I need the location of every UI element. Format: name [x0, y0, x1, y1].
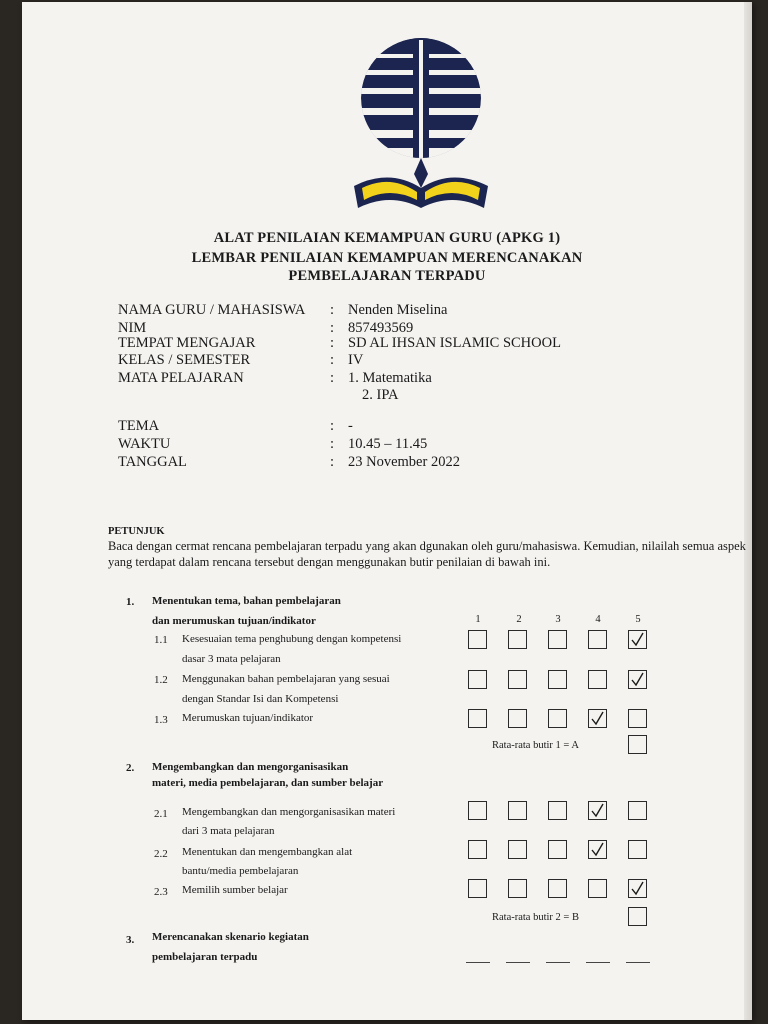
rating-checkbox-2.3-1[interactable] — [468, 879, 487, 898]
section-3-title-2: pembelajaran terpadu — [152, 951, 258, 963]
rating-checkbox-1.3-5[interactable] — [628, 709, 647, 728]
info-row-tempat — [118, 335, 648, 352]
rating-checkbox-2.3-4[interactable] — [588, 879, 607, 898]
rating-checkbox-1.2-3[interactable] — [548, 670, 567, 689]
paper-edge — [744, 2, 752, 1020]
info-colon: : — [330, 335, 335, 351]
info-value: 857493569 — [348, 320, 414, 336]
average-label-1: Rata-rata butir 1 = A — [492, 740, 579, 751]
info-value: SD AL IHSAN ISLAMIC SCHOOL — [348, 335, 561, 351]
info-label: TEMPAT MENGAJAR — [118, 335, 256, 351]
rating-checkbox-1.1-3[interactable] — [548, 630, 567, 649]
info-value: 10.45 – 11.45 — [348, 436, 428, 452]
info-row-waktu — [118, 436, 648, 453]
rating-checkbox-1.1-2[interactable] — [508, 630, 527, 649]
rating-checkbox-2.1-1[interactable] — [468, 801, 487, 820]
info-colon: : — [330, 418, 335, 434]
rating-checkbox-1.3-2[interactable] — [508, 709, 527, 728]
rating-checkbox-1.3-4[interactable] — [588, 709, 607, 728]
info-row-nama — [118, 302, 648, 319]
rating-checkbox-1.2-5[interactable] — [628, 670, 647, 689]
rating-checkbox-2.1-2[interactable] — [508, 801, 527, 820]
section-2-number: 2. — [126, 762, 135, 774]
item-text-line-2: bantu/media pembelajaran — [182, 865, 299, 877]
info-label: KELAS / SEMESTER — [118, 352, 251, 368]
info-colon: : — [330, 454, 335, 470]
average-box-1[interactable] — [628, 735, 647, 754]
rating-checkbox-2.3-5[interactable] — [628, 879, 647, 898]
info-row-tema — [118, 418, 648, 435]
checkmark-icon — [629, 671, 646, 688]
item-number: 1.1 — [154, 634, 168, 646]
section-1-number: 1. — [126, 596, 135, 608]
checkmark-icon — [629, 631, 646, 648]
info-value: 2. IPA — [362, 387, 399, 403]
rating-checkbox-1.1-5[interactable] — [628, 630, 647, 649]
document-page — [22, 2, 752, 1020]
rating-checkbox-2.2-1[interactable] — [468, 840, 487, 859]
scale-label-4: 4 — [595, 614, 601, 625]
info-row-tanggal — [118, 454, 648, 471]
info-colon — [330, 387, 348, 404]
item-text-line-1: Menggunakan bahan pembelajaran yang sesuai — [182, 673, 390, 685]
item-number: 1.2 — [154, 674, 168, 686]
row-line — [506, 962, 530, 963]
info-colon: : — [330, 436, 335, 452]
rating-checkbox-2.2-2[interactable] — [508, 840, 527, 859]
rating-checkbox-1.2-1[interactable] — [468, 670, 487, 689]
info-value: Nenden Miselina — [348, 302, 448, 318]
rating-checkbox-1.1-4[interactable] — [588, 630, 607, 649]
rating-checkbox-1.3-3[interactable] — [548, 709, 567, 728]
row-line — [546, 962, 570, 963]
university-logo — [350, 36, 492, 216]
info-row-mapel-2 — [118, 387, 662, 404]
title-line-3: PEMBELAJARAN TERPADU — [288, 268, 486, 284]
section-2-title-1: Mengembangkan dan mengorganisasikan — [152, 761, 349, 773]
average-label-2: Rata-rata butir 2 = B — [492, 912, 579, 923]
item-text-line-2: dasar 3 mata pelajaran — [182, 653, 281, 665]
item-text-line-1: Kesesuaian tema penghubung dengan kompetensi — [182, 633, 402, 645]
section-1-title-1: Menentukan tema, bahan pembelajaran — [152, 595, 341, 607]
info-value: - — [348, 418, 353, 434]
checkmark-icon — [629, 880, 646, 897]
title-line-1: ALAT PENILAIAN KEMAMPUAN GURU (APKG 1) — [213, 230, 561, 246]
rating-checkbox-2.1-4[interactable] — [588, 801, 607, 820]
item-number: 2.2 — [154, 848, 168, 860]
info-colon: : — [330, 320, 335, 336]
rating-checkbox-1.1-1[interactable] — [468, 630, 487, 649]
info-label: MATA PELAJARAN — [118, 370, 244, 386]
info-label: WAKTU — [118, 436, 171, 452]
item-text-line-2: dari 3 mata pelajaran — [182, 825, 275, 837]
rating-checkbox-1.2-4[interactable] — [588, 670, 607, 689]
info-label: TEMA — [118, 418, 160, 434]
scale-label-3: 3 — [555, 614, 561, 625]
item-number: 2.1 — [154, 808, 168, 820]
info-row-kelas — [118, 352, 648, 369]
info-value: 1. Matematika — [348, 370, 432, 386]
row-line — [626, 962, 650, 963]
info-colon: : — [330, 302, 335, 318]
section-2-title-2: materi, media pembelajaran, dan sumber belajar — [152, 777, 384, 789]
petunjuk-heading: PETUNJUK — [108, 526, 165, 537]
rating-checkbox-2.2-5[interactable] — [628, 840, 647, 859]
info-label: NIM — [118, 320, 147, 336]
info-label — [118, 387, 330, 404]
rating-checkbox-2.3-2[interactable] — [508, 879, 527, 898]
row-line — [586, 962, 610, 963]
rating-checkbox-2.3-3[interactable] — [548, 879, 567, 898]
item-number: 2.3 — [154, 886, 168, 898]
scale-label-5: 5 — [635, 614, 641, 625]
section-3-number: 3. — [126, 934, 135, 946]
item-text-line-2: dengan Standar Isi dan Kompetensi — [182, 693, 339, 705]
scale-label-1: 1 — [475, 614, 481, 625]
average-box-2[interactable] — [628, 907, 647, 926]
row-line — [466, 962, 490, 963]
title-line-2: LEMBAR PENILAIAN KEMAMPUAN MERENCANAKAN — [191, 250, 583, 266]
rating-checkbox-2.2-3[interactable] — [548, 840, 567, 859]
rating-checkbox-2.1-5[interactable] — [628, 801, 647, 820]
info-colon: : — [330, 370, 335, 386]
item-text-line-1: Merumuskan tujuan/indikator — [182, 712, 314, 724]
rating-checkbox-2.1-3[interactable] — [548, 801, 567, 820]
checkmark-icon — [589, 802, 606, 819]
info-label: NAMA GURU / MAHASISWA — [118, 302, 306, 318]
rating-checkbox-2.2-4[interactable] — [588, 840, 607, 859]
section-3-title-1: Merencanakan skenario kegiatan — [152, 931, 309, 943]
scale-label-2: 2 — [516, 614, 522, 625]
item-text-line-1: Memilih sumber belajar — [182, 884, 288, 896]
info-row-mapel — [118, 370, 648, 387]
info-colon: : — [330, 352, 335, 368]
checkmark-icon — [589, 710, 606, 727]
checkmark-icon — [589, 841, 606, 858]
info-value: 23 November 2022 — [348, 454, 460, 470]
item-text-line-1: Menentukan dan mengembangkan alat — [182, 846, 353, 858]
item-number: 1.3 — [154, 714, 168, 726]
section-1-title-2: dan merumuskan tujuan/indikator — [152, 615, 316, 627]
item-text-line-1: Mengembangkan dan mengorganisasikan materi — [182, 806, 396, 818]
petunjuk-text: Baca dengan cermat rencana pembelajaran terpadu yang akan dgunakan oleh guru/mahasiswa. Kemudian, nilailah semua aspek yang terdapat dalam rencana tersebut dengan menggunakan butir penilaian di bawah ini. — [108, 539, 746, 569]
info-label: TANGGAL — [118, 454, 187, 470]
rating-checkbox-1.3-1[interactable] — [468, 709, 487, 728]
rating-checkbox-1.2-2[interactable] — [508, 670, 527, 689]
info-value: IV — [348, 352, 364, 368]
